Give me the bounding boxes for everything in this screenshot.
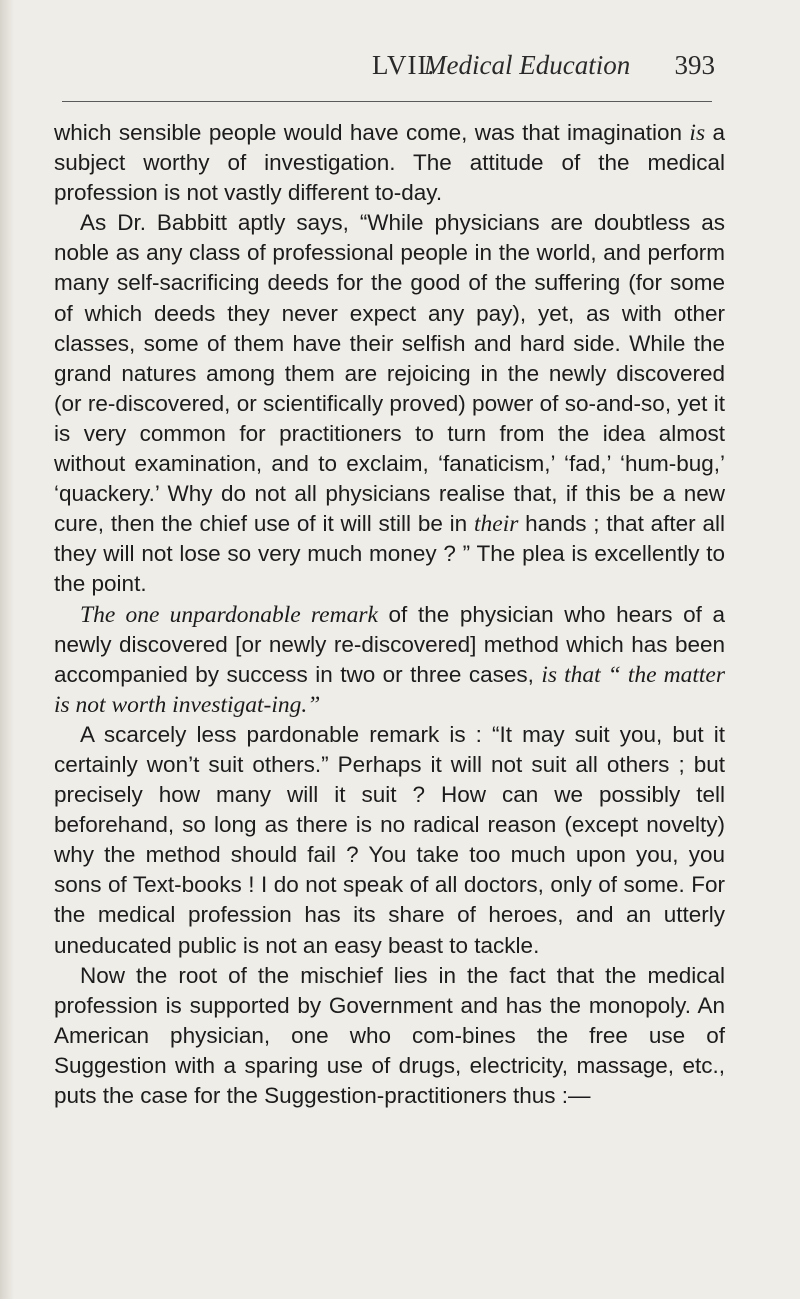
page-number: 393 [674, 50, 715, 80]
paragraph-5 [54, 961, 725, 1111]
paragraph-4-text: A scarcely less pardonable remark is : “It may suit you, but it certainly won’t suit others.” Perhaps it will not suit all others ; but precisely how many will it suit ? How can we possibly tell beforehand, so long as there is no radical reason (except novelty) why the method should fail ? You take too much upon you, you sons of Text-books ! I do not speak of all doctors, only of some. For the medical profession has its share of heroes, and an utterly uneducated public is not an easy beast to tackle. [54, 721, 725, 958]
paragraph-2-italic: their [473, 511, 519, 538]
paragraph-1 [54, 118, 725, 208]
running-title: Medical Education [424, 50, 631, 80]
running-header [54, 50, 715, 90]
paragraph-5-text: Now the root of the mischief lies in the fact that the medical profession is supported by Government and has the monopoly. An American physician, one who com-bines the free use of Suggestion with a sparing use of drugs, electricity, massage, etc., puts the case for the Suggestion-practitioners thus :— [54, 962, 725, 1108]
body-text [54, 118, 725, 1111]
paragraph-2-part-b: hands ; that after all they will not lose so very much money ? ” The plea is excellently to the point. [54, 511, 725, 597]
paragraph-1-part-a: which sensible people would have come, was that imagination [54, 120, 690, 145]
page-gutter-shadow [0, 0, 14, 1299]
paragraph-1-italic: is [689, 120, 706, 146]
header-rule [62, 101, 712, 102]
paragraph-2 [54, 208, 725, 599]
chapter-number: LVII. [372, 50, 436, 80]
paragraph-3-italic-b: is that “ the matter is not worth investigat-ing.” [54, 661, 725, 718]
paragraph-2-part-a: As Dr. Babbitt aptly says, “While physicians are doubtless as noble as any class of professional people in the world, and perform many self-sacrificing deeds for the good of the suffering (for some of which deeds they never expect any pay), yet, as with other classes, some of them have their selfish and hard side. While the grand natures among them are rejoicing in the newly discovered (or re-discovered, or scientifically proved) power of so-and-so, yet it is very common for practitioners to turn from the idea almost without examination, and to exclaim, ‘fanaticism,’ ‘fad,’ ‘hum-bug,’ ‘quackery.’ Why do not all physicians realise that, if this be a new cure, then the chief use of it will still be in [54, 210, 725, 537]
paragraph-1-part-b: a subject worthy of investigation. The attitude of the medical profession is not vastly different to-day. [54, 120, 725, 206]
paragraph-3-italic-a: The one unpardonable remark [80, 601, 378, 628]
paragraph-3-part-a: of the physician who hears of a newly discovered [or newly re-discovered] method which has been accompanied by success in two or three cases, [54, 601, 725, 687]
paragraph-3 [54, 600, 725, 720]
paragraph-4 [54, 720, 725, 961]
